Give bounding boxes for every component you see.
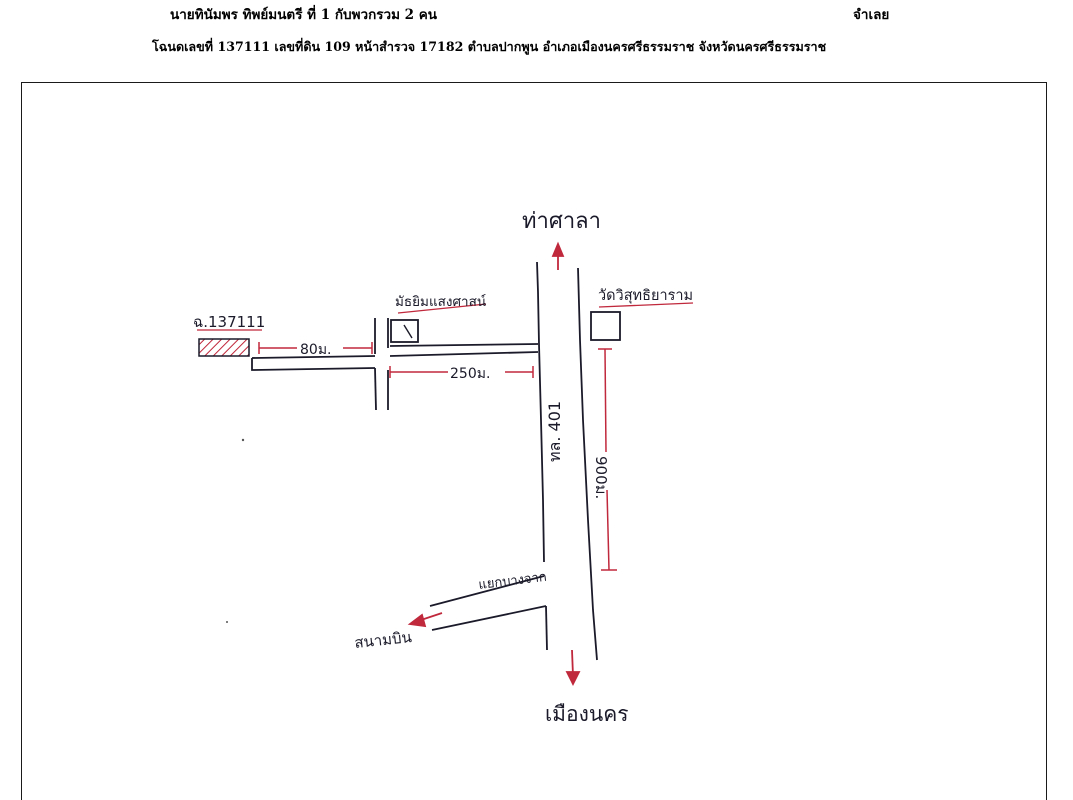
side-road bbox=[252, 318, 538, 410]
dist-80-label: 80ม. bbox=[300, 342, 332, 358]
airport-label: สนามบิน bbox=[353, 628, 413, 652]
ink-speck bbox=[242, 439, 244, 441]
temple-building bbox=[591, 312, 620, 340]
south-destination-label: เมืองนคร bbox=[545, 702, 629, 726]
parcel-hatched bbox=[199, 339, 249, 356]
highway-west-edge-north bbox=[537, 262, 544, 562]
airport-arrow bbox=[410, 613, 442, 626]
dist-900-label: 900ม. bbox=[592, 456, 610, 500]
north-destination-label: ท่าศาลา bbox=[522, 209, 602, 234]
highway-label: ทล. 401 bbox=[545, 400, 564, 462]
side-road-north-edge bbox=[390, 344, 538, 346]
parcel-road-south bbox=[252, 358, 375, 370]
school-building bbox=[391, 320, 418, 342]
north-arrow bbox=[553, 244, 563, 270]
defendant-line: นายทินัมพร ทิพย์มนตรี ที่ 1 กับพวกรวม 2 คน bbox=[170, 7, 438, 23]
junction-label: แยกบางจาก bbox=[477, 569, 548, 593]
dist-250-label: 250ม. bbox=[450, 366, 491, 382]
school-mark bbox=[404, 325, 412, 338]
highway-west-edge-south bbox=[546, 606, 547, 650]
junction-road-south-edge bbox=[432, 606, 546, 630]
side-road-south-edge bbox=[390, 352, 538, 356]
parcel-label: ฉ.137111 bbox=[193, 313, 266, 331]
defendant-role: จำเลย bbox=[853, 7, 890, 23]
deed-info-line: โฉนดเลขที่ 137111 เลขที่ดิน 109 หน้าสำรวจ 17182 ตำบลปากพูน อำเภอเมืองนครศรีธรรมราช จังหวัดนครศรีธรรมราช bbox=[152, 39, 827, 54]
soi-left-south bbox=[375, 368, 376, 410]
temple-label: วัดวิสุทธิยาราม bbox=[598, 288, 694, 304]
ink-speck bbox=[226, 621, 228, 623]
south-arrow bbox=[567, 650, 579, 684]
school-label: มัธยิมแสงศาสน์ bbox=[395, 294, 487, 310]
